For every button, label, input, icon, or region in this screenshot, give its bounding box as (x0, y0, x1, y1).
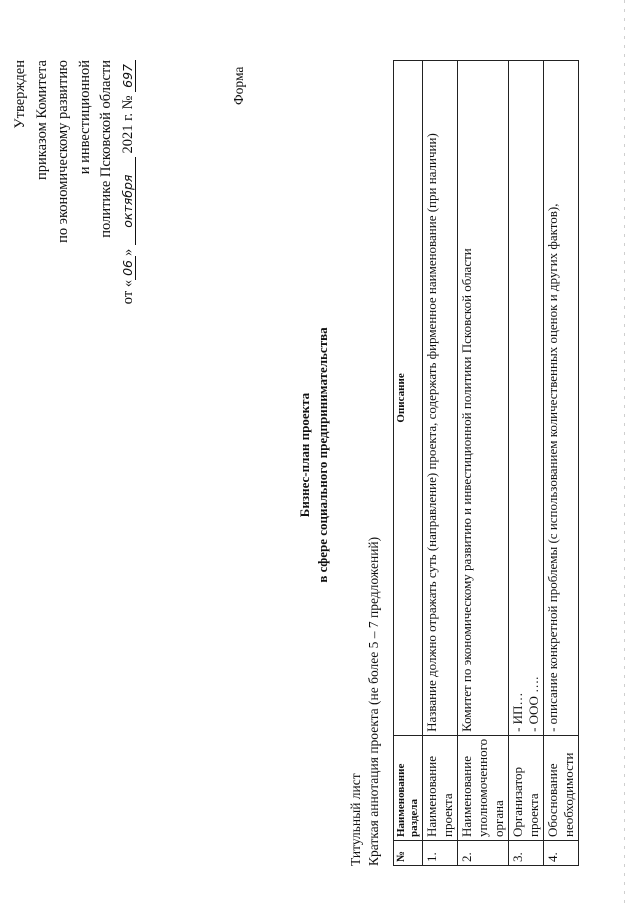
row-description (509, 61, 544, 736)
date-year-suffix: 2021 г. № (119, 95, 136, 154)
date-month: октября (120, 157, 136, 245)
table-row (509, 61, 544, 866)
row-number: 2. (458, 841, 509, 866)
approval-line-2: приказом Комитета (33, 60, 50, 181)
date-day: 06 (120, 256, 136, 280)
approval-line-1: Утвержден (12, 60, 28, 129)
table-row (544, 61, 579, 866)
sections-table (393, 60, 579, 866)
row-section-name: Наименование проекта (423, 735, 458, 840)
table-row (423, 61, 458, 866)
annotation-label: Краткая аннотация проекта (не более 5 – 7 предложений) (366, 536, 381, 866)
form-label: Форма (231, 66, 246, 105)
row-section-name: Наименование уполномоченного органа (458, 735, 509, 840)
table-header-row (394, 61, 423, 866)
row-description: - описание конкретной проблемы (с использованием количественных оценок и других фактов), (544, 61, 579, 736)
title-page-label: Титульный лист (348, 773, 363, 866)
approval-date-line (118, 60, 140, 305)
row-section-name: Организатор проекта (509, 735, 544, 840)
row-number: 3. (509, 841, 544, 866)
approval-line-3: по экономическому развитию (55, 60, 71, 243)
approval-line-4: и инвестиционной (76, 60, 93, 175)
title-line-1: Бизнес-план проекта (297, 392, 312, 518)
row-description: Комитет по экономическому развитию и инвестиционной политики Псковской области (458, 61, 509, 736)
header-number: № (394, 841, 423, 866)
header-description: Описание (394, 61, 423, 736)
row-description: Название должно отражать суть (направление) проекта, содержать фирменное наименование (при наличии) (423, 61, 458, 736)
date-prefix: от « (119, 279, 136, 305)
document-title (296, 255, 332, 655)
row-section-name: Обоснование необходимости (544, 735, 579, 840)
row-number: 4. (544, 841, 579, 866)
date-mid: » (119, 248, 136, 257)
header-section-name: Наименование раздела (394, 735, 423, 840)
title-line-2: в сфере социального предпринимательства (315, 327, 330, 583)
row-number: 1. (423, 841, 458, 866)
approval-block (10, 60, 139, 305)
organizer-ip: - ИП… (510, 692, 525, 732)
approval-line-5: политике Псковской области (98, 60, 114, 238)
organizer-ooo: - ООО …. (526, 676, 541, 732)
table-row (458, 61, 509, 866)
order-number: 697 (120, 60, 136, 92)
